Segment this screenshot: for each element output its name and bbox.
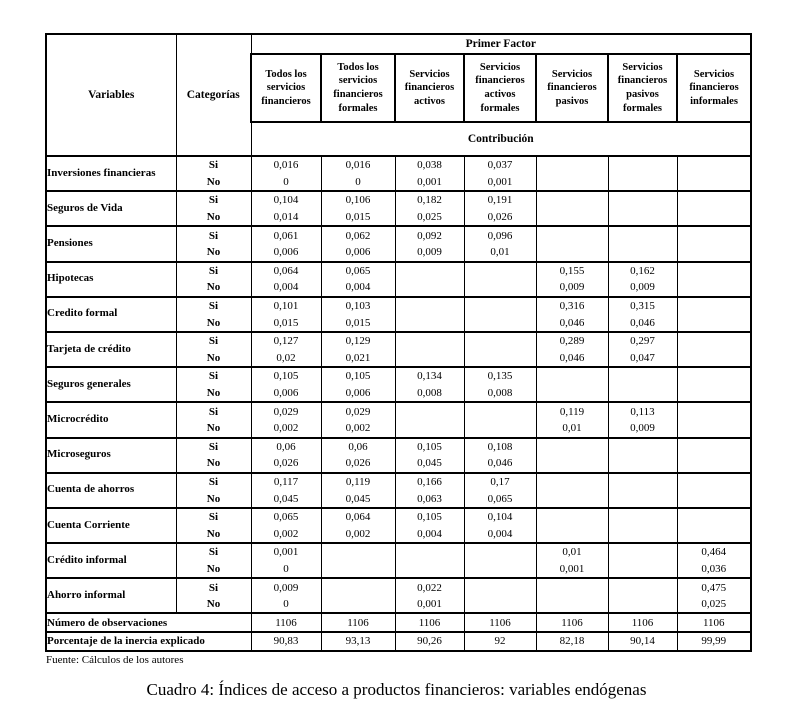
value-cell: 0,025 bbox=[395, 209, 464, 227]
value-cell bbox=[608, 508, 677, 526]
categoria-cell: Si bbox=[176, 297, 251, 315]
value-cell: 0,01 bbox=[536, 420, 608, 438]
header-column: Todos los servicios financieros formales bbox=[321, 54, 395, 122]
table-row bbox=[46, 191, 751, 209]
footer-value-cell: 90,14 bbox=[608, 632, 677, 651]
value-cell: 0,065 bbox=[321, 262, 395, 280]
value-cell: 0,006 bbox=[251, 385, 321, 403]
categoria-cell: Si bbox=[176, 578, 251, 596]
categoria-cell: No bbox=[176, 209, 251, 227]
footer-value-cell: 82,18 bbox=[536, 632, 608, 651]
header-column: Servicios financieros informales bbox=[677, 54, 751, 122]
header-contribucion: Contribución bbox=[251, 122, 751, 156]
footer-value-cell: 90,26 bbox=[395, 632, 464, 651]
variable-cell: Seguros generales bbox=[46, 367, 176, 402]
value-cell: 0,045 bbox=[321, 490, 395, 508]
value-cell: 0,119 bbox=[321, 473, 395, 491]
value-cell: 0,001 bbox=[395, 596, 464, 614]
value-cell: 0,064 bbox=[251, 262, 321, 280]
value-cell: 0,01 bbox=[536, 543, 608, 561]
value-cell bbox=[677, 490, 751, 508]
categoria-cell: No bbox=[176, 490, 251, 508]
categoria-cell: No bbox=[176, 174, 251, 192]
header-variables: Variables bbox=[46, 34, 176, 156]
value-cell: 0,096 bbox=[464, 226, 536, 244]
value-cell: 0,134 bbox=[395, 367, 464, 385]
value-cell: 0,022 bbox=[395, 578, 464, 596]
value-cell bbox=[536, 226, 608, 244]
value-cell: 0,046 bbox=[536, 350, 608, 368]
variable-cell: Inversiones financieras bbox=[46, 156, 176, 191]
header-column: Servicios financieros activos formales bbox=[464, 54, 536, 122]
value-cell: 0,025 bbox=[677, 596, 751, 614]
categoria-cell: Si bbox=[176, 156, 251, 174]
value-cell: 0,009 bbox=[395, 244, 464, 262]
value-cell: 0,191 bbox=[464, 191, 536, 209]
footer-value-cell: 1106 bbox=[395, 613, 464, 632]
value-cell: 0,001 bbox=[536, 561, 608, 579]
footer-value-cell: 1106 bbox=[536, 613, 608, 632]
value-cell bbox=[536, 244, 608, 262]
value-cell bbox=[608, 473, 677, 491]
categoria-cell: No bbox=[176, 385, 251, 403]
variable-cell: Hipotecas bbox=[46, 262, 176, 297]
value-cell bbox=[608, 174, 677, 192]
value-cell: 0,045 bbox=[395, 455, 464, 473]
table-row bbox=[46, 578, 751, 596]
header-column: Servicios financieros pasivos formales bbox=[608, 54, 677, 122]
categoria-cell: No bbox=[176, 279, 251, 297]
value-cell: 0,015 bbox=[321, 209, 395, 227]
value-cell bbox=[395, 543, 464, 561]
categoria-cell: Si bbox=[176, 191, 251, 209]
value-cell bbox=[464, 297, 536, 315]
header-column: Todos los servicios financieros bbox=[251, 54, 321, 122]
value-cell: 0,037 bbox=[464, 156, 536, 174]
value-cell: 0,004 bbox=[251, 279, 321, 297]
value-cell bbox=[536, 578, 608, 596]
value-cell: 0,045 bbox=[251, 490, 321, 508]
categoria-cell: No bbox=[176, 596, 251, 614]
value-cell bbox=[536, 438, 608, 456]
value-cell: 0,103 bbox=[321, 297, 395, 315]
value-cell bbox=[395, 279, 464, 297]
value-cell bbox=[677, 174, 751, 192]
value-cell: 0,119 bbox=[536, 402, 608, 420]
value-cell: 0,008 bbox=[464, 385, 536, 403]
variable-cell: Cuenta de ahorros bbox=[46, 473, 176, 508]
value-cell bbox=[608, 578, 677, 596]
value-cell bbox=[608, 455, 677, 473]
value-cell: 0,036 bbox=[677, 561, 751, 579]
value-cell: 0,029 bbox=[321, 402, 395, 420]
categoria-cell: Si bbox=[176, 438, 251, 456]
value-cell bbox=[608, 209, 677, 227]
variable-cell: Credito formal bbox=[46, 297, 176, 332]
value-cell: 0,047 bbox=[608, 350, 677, 368]
variable-cell: Pensiones bbox=[46, 226, 176, 261]
table-row bbox=[46, 508, 751, 526]
value-cell: 0,155 bbox=[536, 262, 608, 280]
value-cell: 0,162 bbox=[608, 262, 677, 280]
table-row bbox=[46, 332, 751, 350]
header-primer-factor: Primer Factor bbox=[251, 34, 751, 54]
value-cell bbox=[608, 561, 677, 579]
value-cell bbox=[464, 314, 536, 332]
value-cell bbox=[536, 209, 608, 227]
categoria-cell: No bbox=[176, 420, 251, 438]
value-cell: 0,009 bbox=[536, 279, 608, 297]
value-cell: 0,006 bbox=[321, 244, 395, 262]
value-cell bbox=[464, 561, 536, 579]
value-cell: 0,01 bbox=[464, 244, 536, 262]
value-cell bbox=[464, 332, 536, 350]
variable-cell: Tarjeta de crédito bbox=[46, 332, 176, 367]
value-cell: 0,104 bbox=[251, 191, 321, 209]
value-cell: 0,166 bbox=[395, 473, 464, 491]
footer-value-cell: 93,13 bbox=[321, 632, 395, 651]
categoria-cell: No bbox=[176, 350, 251, 368]
value-cell bbox=[321, 596, 395, 614]
value-cell: 0,006 bbox=[321, 385, 395, 403]
categoria-cell: Si bbox=[176, 226, 251, 244]
categoria-cell: Si bbox=[176, 332, 251, 350]
variable-cell: Crédito informal bbox=[46, 543, 176, 578]
categoria-cell: No bbox=[176, 244, 251, 262]
value-cell bbox=[677, 332, 751, 350]
value-cell: 0,046 bbox=[608, 314, 677, 332]
value-cell bbox=[608, 367, 677, 385]
value-cell: 0,002 bbox=[321, 525, 395, 543]
categoria-cell: No bbox=[176, 455, 251, 473]
value-cell: 0,106 bbox=[321, 191, 395, 209]
value-cell: 0,17 bbox=[464, 473, 536, 491]
variable-cell: Microcrédito bbox=[46, 402, 176, 437]
value-cell: 0,101 bbox=[251, 297, 321, 315]
categoria-cell: Si bbox=[176, 473, 251, 491]
value-cell bbox=[536, 385, 608, 403]
footer-value-cell: 1106 bbox=[321, 613, 395, 632]
value-cell bbox=[464, 279, 536, 297]
value-cell bbox=[536, 455, 608, 473]
value-cell: 0,06 bbox=[251, 438, 321, 456]
value-cell bbox=[608, 596, 677, 614]
value-cell: 0,009 bbox=[251, 578, 321, 596]
value-cell: 0,105 bbox=[395, 508, 464, 526]
value-cell: 0,015 bbox=[321, 314, 395, 332]
value-cell: 0,064 bbox=[321, 508, 395, 526]
value-cell: 0,065 bbox=[464, 490, 536, 508]
categoria-cell: Si bbox=[176, 508, 251, 526]
value-cell: 0,06 bbox=[321, 438, 395, 456]
value-cell bbox=[395, 420, 464, 438]
value-cell bbox=[464, 402, 536, 420]
value-cell: 0,117 bbox=[251, 473, 321, 491]
value-cell bbox=[608, 490, 677, 508]
value-cell bbox=[677, 473, 751, 491]
value-cell: 0,006 bbox=[251, 244, 321, 262]
value-cell bbox=[677, 279, 751, 297]
value-cell bbox=[677, 262, 751, 280]
footer-label: Número de observaciones bbox=[46, 613, 251, 632]
table-caption: Cuadro 4: Índices de acceso a productos financieros: variables endógenas bbox=[146, 680, 647, 699]
value-cell bbox=[536, 508, 608, 526]
value-cell bbox=[677, 209, 751, 227]
value-cell: 0,289 bbox=[536, 332, 608, 350]
value-cell: 0,001 bbox=[251, 543, 321, 561]
value-cell bbox=[677, 244, 751, 262]
value-cell bbox=[536, 490, 608, 508]
value-cell: 0,297 bbox=[608, 332, 677, 350]
value-cell: 0 bbox=[251, 561, 321, 579]
value-cell: 0 bbox=[251, 174, 321, 192]
value-cell: 0,061 bbox=[251, 226, 321, 244]
value-cell bbox=[395, 297, 464, 315]
value-cell: 0,015 bbox=[251, 314, 321, 332]
value-cell: 0,029 bbox=[251, 402, 321, 420]
value-cell bbox=[608, 226, 677, 244]
value-cell bbox=[536, 156, 608, 174]
value-cell bbox=[464, 596, 536, 614]
value-cell: 0,135 bbox=[464, 367, 536, 385]
value-cell bbox=[321, 561, 395, 579]
table-row bbox=[46, 402, 751, 420]
value-cell: 0,026 bbox=[251, 455, 321, 473]
footer-row bbox=[46, 632, 751, 651]
header-row-primer-factor bbox=[46, 34, 751, 54]
value-cell: 0,046 bbox=[536, 314, 608, 332]
value-cell bbox=[536, 174, 608, 192]
value-cell: 0,105 bbox=[395, 438, 464, 456]
value-cell bbox=[464, 420, 536, 438]
value-cell bbox=[677, 297, 751, 315]
categoria-cell: Si bbox=[176, 367, 251, 385]
value-cell: 0,002 bbox=[321, 420, 395, 438]
value-cell: 0,021 bbox=[321, 350, 395, 368]
value-cell: 0,092 bbox=[395, 226, 464, 244]
value-cell bbox=[677, 402, 751, 420]
value-cell: 0,475 bbox=[677, 578, 751, 596]
value-cell: 0,014 bbox=[251, 209, 321, 227]
value-cell: 0,065 bbox=[251, 508, 321, 526]
value-cell bbox=[464, 578, 536, 596]
value-cell: 0 bbox=[251, 596, 321, 614]
header-categorias: Categorías bbox=[176, 34, 251, 156]
table-row bbox=[46, 367, 751, 385]
source-note: Fuente: Cálculos de los autores bbox=[46, 654, 184, 666]
variable-cell: Cuenta Corriente bbox=[46, 508, 176, 543]
value-cell: 0,001 bbox=[464, 174, 536, 192]
value-cell: 0,002 bbox=[251, 525, 321, 543]
value-cell: 0,008 bbox=[395, 385, 464, 403]
value-cell: 0,004 bbox=[321, 279, 395, 297]
footer-row bbox=[46, 613, 751, 632]
variable-cell: Seguros de Vida bbox=[46, 191, 176, 226]
value-cell: 0,062 bbox=[321, 226, 395, 244]
value-cell bbox=[395, 350, 464, 368]
value-cell bbox=[677, 455, 751, 473]
value-cell bbox=[395, 402, 464, 420]
footer-label: Porcentaje de la inercia explicado bbox=[46, 632, 251, 651]
value-cell: 0,464 bbox=[677, 543, 751, 561]
value-cell: 0,046 bbox=[464, 455, 536, 473]
value-cell bbox=[677, 367, 751, 385]
value-cell bbox=[608, 156, 677, 174]
value-cell bbox=[395, 262, 464, 280]
data-table bbox=[45, 33, 752, 652]
value-cell: 0,129 bbox=[321, 332, 395, 350]
value-cell: 0,104 bbox=[464, 508, 536, 526]
value-cell bbox=[536, 191, 608, 209]
value-cell bbox=[677, 525, 751, 543]
table-row bbox=[46, 156, 751, 174]
footer-value-cell: 1106 bbox=[677, 613, 751, 632]
value-cell bbox=[608, 525, 677, 543]
value-cell: 0,105 bbox=[321, 367, 395, 385]
value-cell bbox=[536, 367, 608, 385]
value-cell bbox=[677, 508, 751, 526]
footer-value-cell: 90,83 bbox=[251, 632, 321, 651]
value-cell: 0,315 bbox=[608, 297, 677, 315]
footer-value-cell: 1106 bbox=[251, 613, 321, 632]
value-cell bbox=[321, 543, 395, 561]
footer-value-cell: 92 bbox=[464, 632, 536, 651]
value-cell: 0,026 bbox=[464, 209, 536, 227]
categoria-cell: Si bbox=[176, 262, 251, 280]
value-cell: 0,182 bbox=[395, 191, 464, 209]
header-column: Servicios financieros activos bbox=[395, 54, 464, 122]
table-row bbox=[46, 297, 751, 315]
value-cell: 0,105 bbox=[251, 367, 321, 385]
value-cell bbox=[536, 596, 608, 614]
value-cell: 0,001 bbox=[395, 174, 464, 192]
value-cell bbox=[608, 385, 677, 403]
variable-cell: Microseguros bbox=[46, 438, 176, 473]
value-cell bbox=[321, 578, 395, 596]
footer-value-cell: 99,99 bbox=[677, 632, 751, 651]
table-row bbox=[46, 473, 751, 491]
value-cell bbox=[677, 350, 751, 368]
value-cell bbox=[677, 438, 751, 456]
value-cell: 0 bbox=[321, 174, 395, 192]
value-cell: 0,016 bbox=[251, 156, 321, 174]
footer-value-cell: 1106 bbox=[608, 613, 677, 632]
value-cell: 0,02 bbox=[251, 350, 321, 368]
categoria-cell: No bbox=[176, 314, 251, 332]
value-cell bbox=[536, 473, 608, 491]
value-cell bbox=[608, 191, 677, 209]
value-cell: 0,063 bbox=[395, 490, 464, 508]
value-cell bbox=[395, 314, 464, 332]
value-cell bbox=[395, 332, 464, 350]
value-cell bbox=[677, 191, 751, 209]
value-cell: 0,113 bbox=[608, 402, 677, 420]
categoria-cell: Si bbox=[176, 543, 251, 561]
footer-value-cell: 1106 bbox=[464, 613, 536, 632]
variable-cell: Ahorro informal bbox=[46, 578, 176, 613]
value-cell: 0,038 bbox=[395, 156, 464, 174]
value-cell: 0,009 bbox=[608, 420, 677, 438]
value-cell bbox=[464, 543, 536, 561]
value-cell: 0,004 bbox=[464, 525, 536, 543]
categoria-cell: No bbox=[176, 561, 251, 579]
table-row bbox=[46, 438, 751, 456]
value-cell: 0,108 bbox=[464, 438, 536, 456]
value-cell bbox=[677, 156, 751, 174]
value-cell: 0,316 bbox=[536, 297, 608, 315]
table-row bbox=[46, 262, 751, 280]
value-cell: 0,002 bbox=[251, 420, 321, 438]
value-cell bbox=[677, 314, 751, 332]
value-cell bbox=[608, 244, 677, 262]
value-cell: 0,026 bbox=[321, 455, 395, 473]
value-cell bbox=[536, 525, 608, 543]
value-cell: 0,004 bbox=[395, 525, 464, 543]
value-cell: 0,016 bbox=[321, 156, 395, 174]
header-column: Servicios financieros pasivos bbox=[536, 54, 608, 122]
value-cell bbox=[395, 561, 464, 579]
categoria-cell: Si bbox=[176, 402, 251, 420]
value-cell bbox=[464, 350, 536, 368]
value-cell bbox=[608, 543, 677, 561]
table-row bbox=[46, 226, 751, 244]
value-cell bbox=[464, 262, 536, 280]
value-cell: 0,127 bbox=[251, 332, 321, 350]
value-cell bbox=[677, 385, 751, 403]
value-cell: 0,009 bbox=[608, 279, 677, 297]
categoria-cell: No bbox=[176, 525, 251, 543]
value-cell bbox=[677, 420, 751, 438]
value-cell bbox=[677, 226, 751, 244]
value-cell bbox=[608, 438, 677, 456]
table-row bbox=[46, 543, 751, 561]
